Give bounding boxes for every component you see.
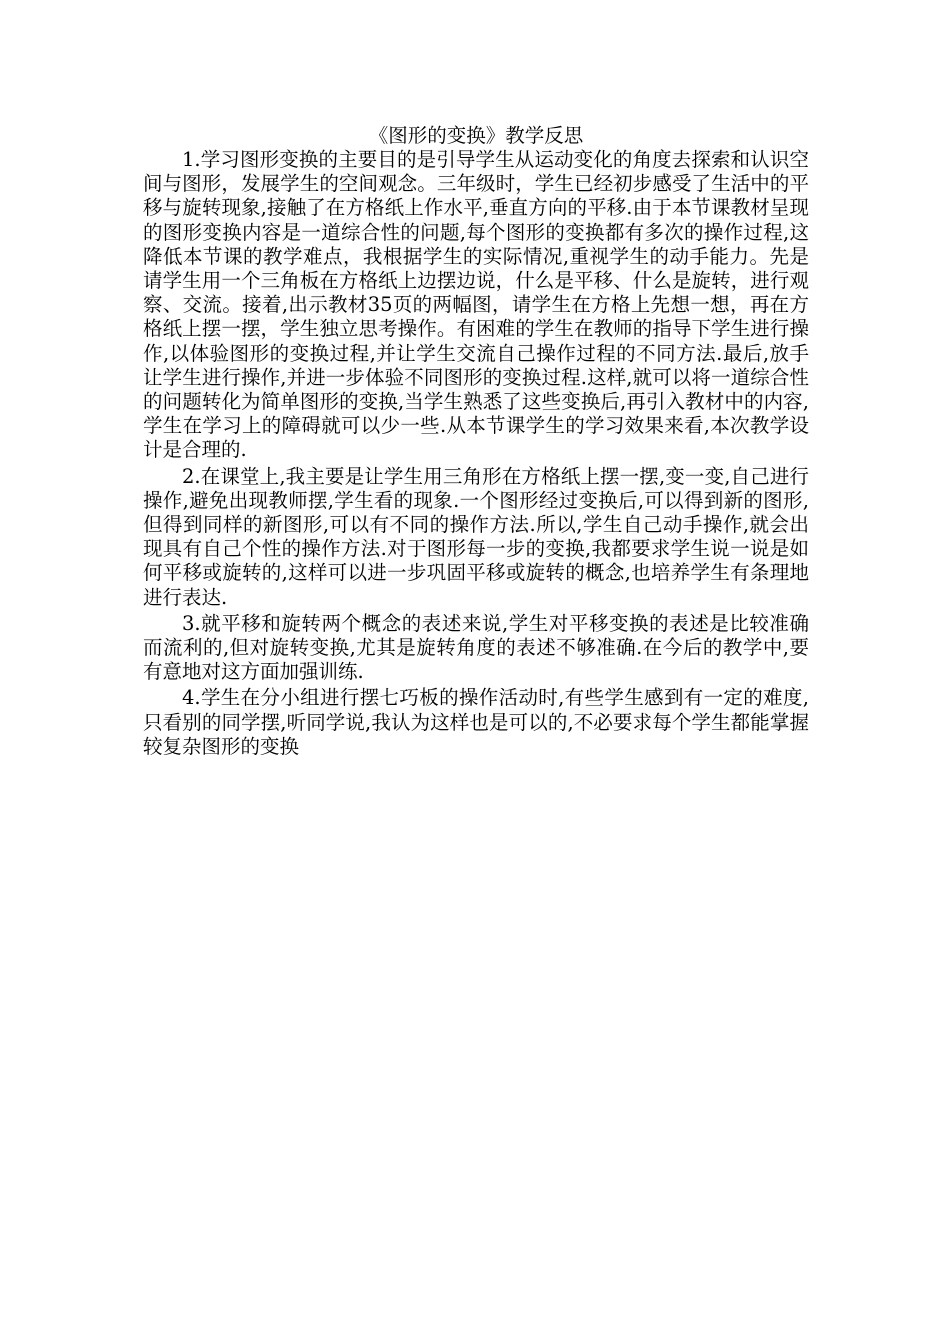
paragraph-1: 1.学习图形变换的主要目的是引导学生从运动变化的角度去探索和认识空间与图形，发展学生的空间观念。三年级时，学生已经初步感受了生活中的平移与旋转现象,接触了在方格纸上作水平,垂直方向的平移.由于本节课教材呈现的图形变换内容是一道综合性的问题,每个图形的变换都有多次的操作过程,这降低本节课的教学难点，我根据学生的实际情况,重视学生的动手能力。先是请学生用一个三角板在方格纸上边摆边说，什么是平移、什么是旋转，进行观察、交流。接着,出示教材35页的两幅图，请学生在方格上先想一想，再在方格纸上摆一摆，学生独立思考操作。有困难的学生在教师的指导下学生进行操作,以体验图形的变换过程,并让学生交流自己操作过程的不同方法.最后,放手让学生进行操作,并进一步体验不同图形的变换过程.这样,就可以将一道综合性的问题转化为简单图形的变换,当学生熟悉了这些变换后,再引入教材中的内容,学生在学习上的障碍就可以少一些.从本节课学生的学习效果来看,本次教学设计是合理的. bbox=[143, 148, 809, 462]
document-title: 《图形的变换》教学反思 bbox=[368, 124, 584, 147]
paragraph-2: 2.在课堂上,我主要是让学生用三角形在方格纸上摆一摆,变一变,自己进行操作,避免出现教师摆,学生看的现象.一个图形经过变换后,可以得到新的图形,但得到同样的新图形,可以有不同的操作方法.所以,学生自己动手操作,就会出现具有自己个性的操作方法.对于图形每一步的变换,我都要求学生说一说是如何平移或旋转的,这样可以进一步巩固平移或旋转的概念,也培养学生有条理地进行表达. bbox=[143, 464, 809, 609]
paragraph-3: 3.就平移和旋转两个概念的表述来说,学生对平移变换的表述是比较准确而流利的,但对旋转变换,尤其是旋转角度的表述不够准确.在今后的教学中,要有意地对这方面加强训练. bbox=[143, 611, 809, 684]
paragraph-4: 4.学生在分小组进行摆七巧板的操作活动时,有些学生感到有一定的难度,只看别的同学摆,听同学说,我认为这样也是可以的,不必要求每个学生都能掌握较复杂图形的变换 bbox=[143, 686, 809, 758]
document-body bbox=[143, 124, 809, 759]
